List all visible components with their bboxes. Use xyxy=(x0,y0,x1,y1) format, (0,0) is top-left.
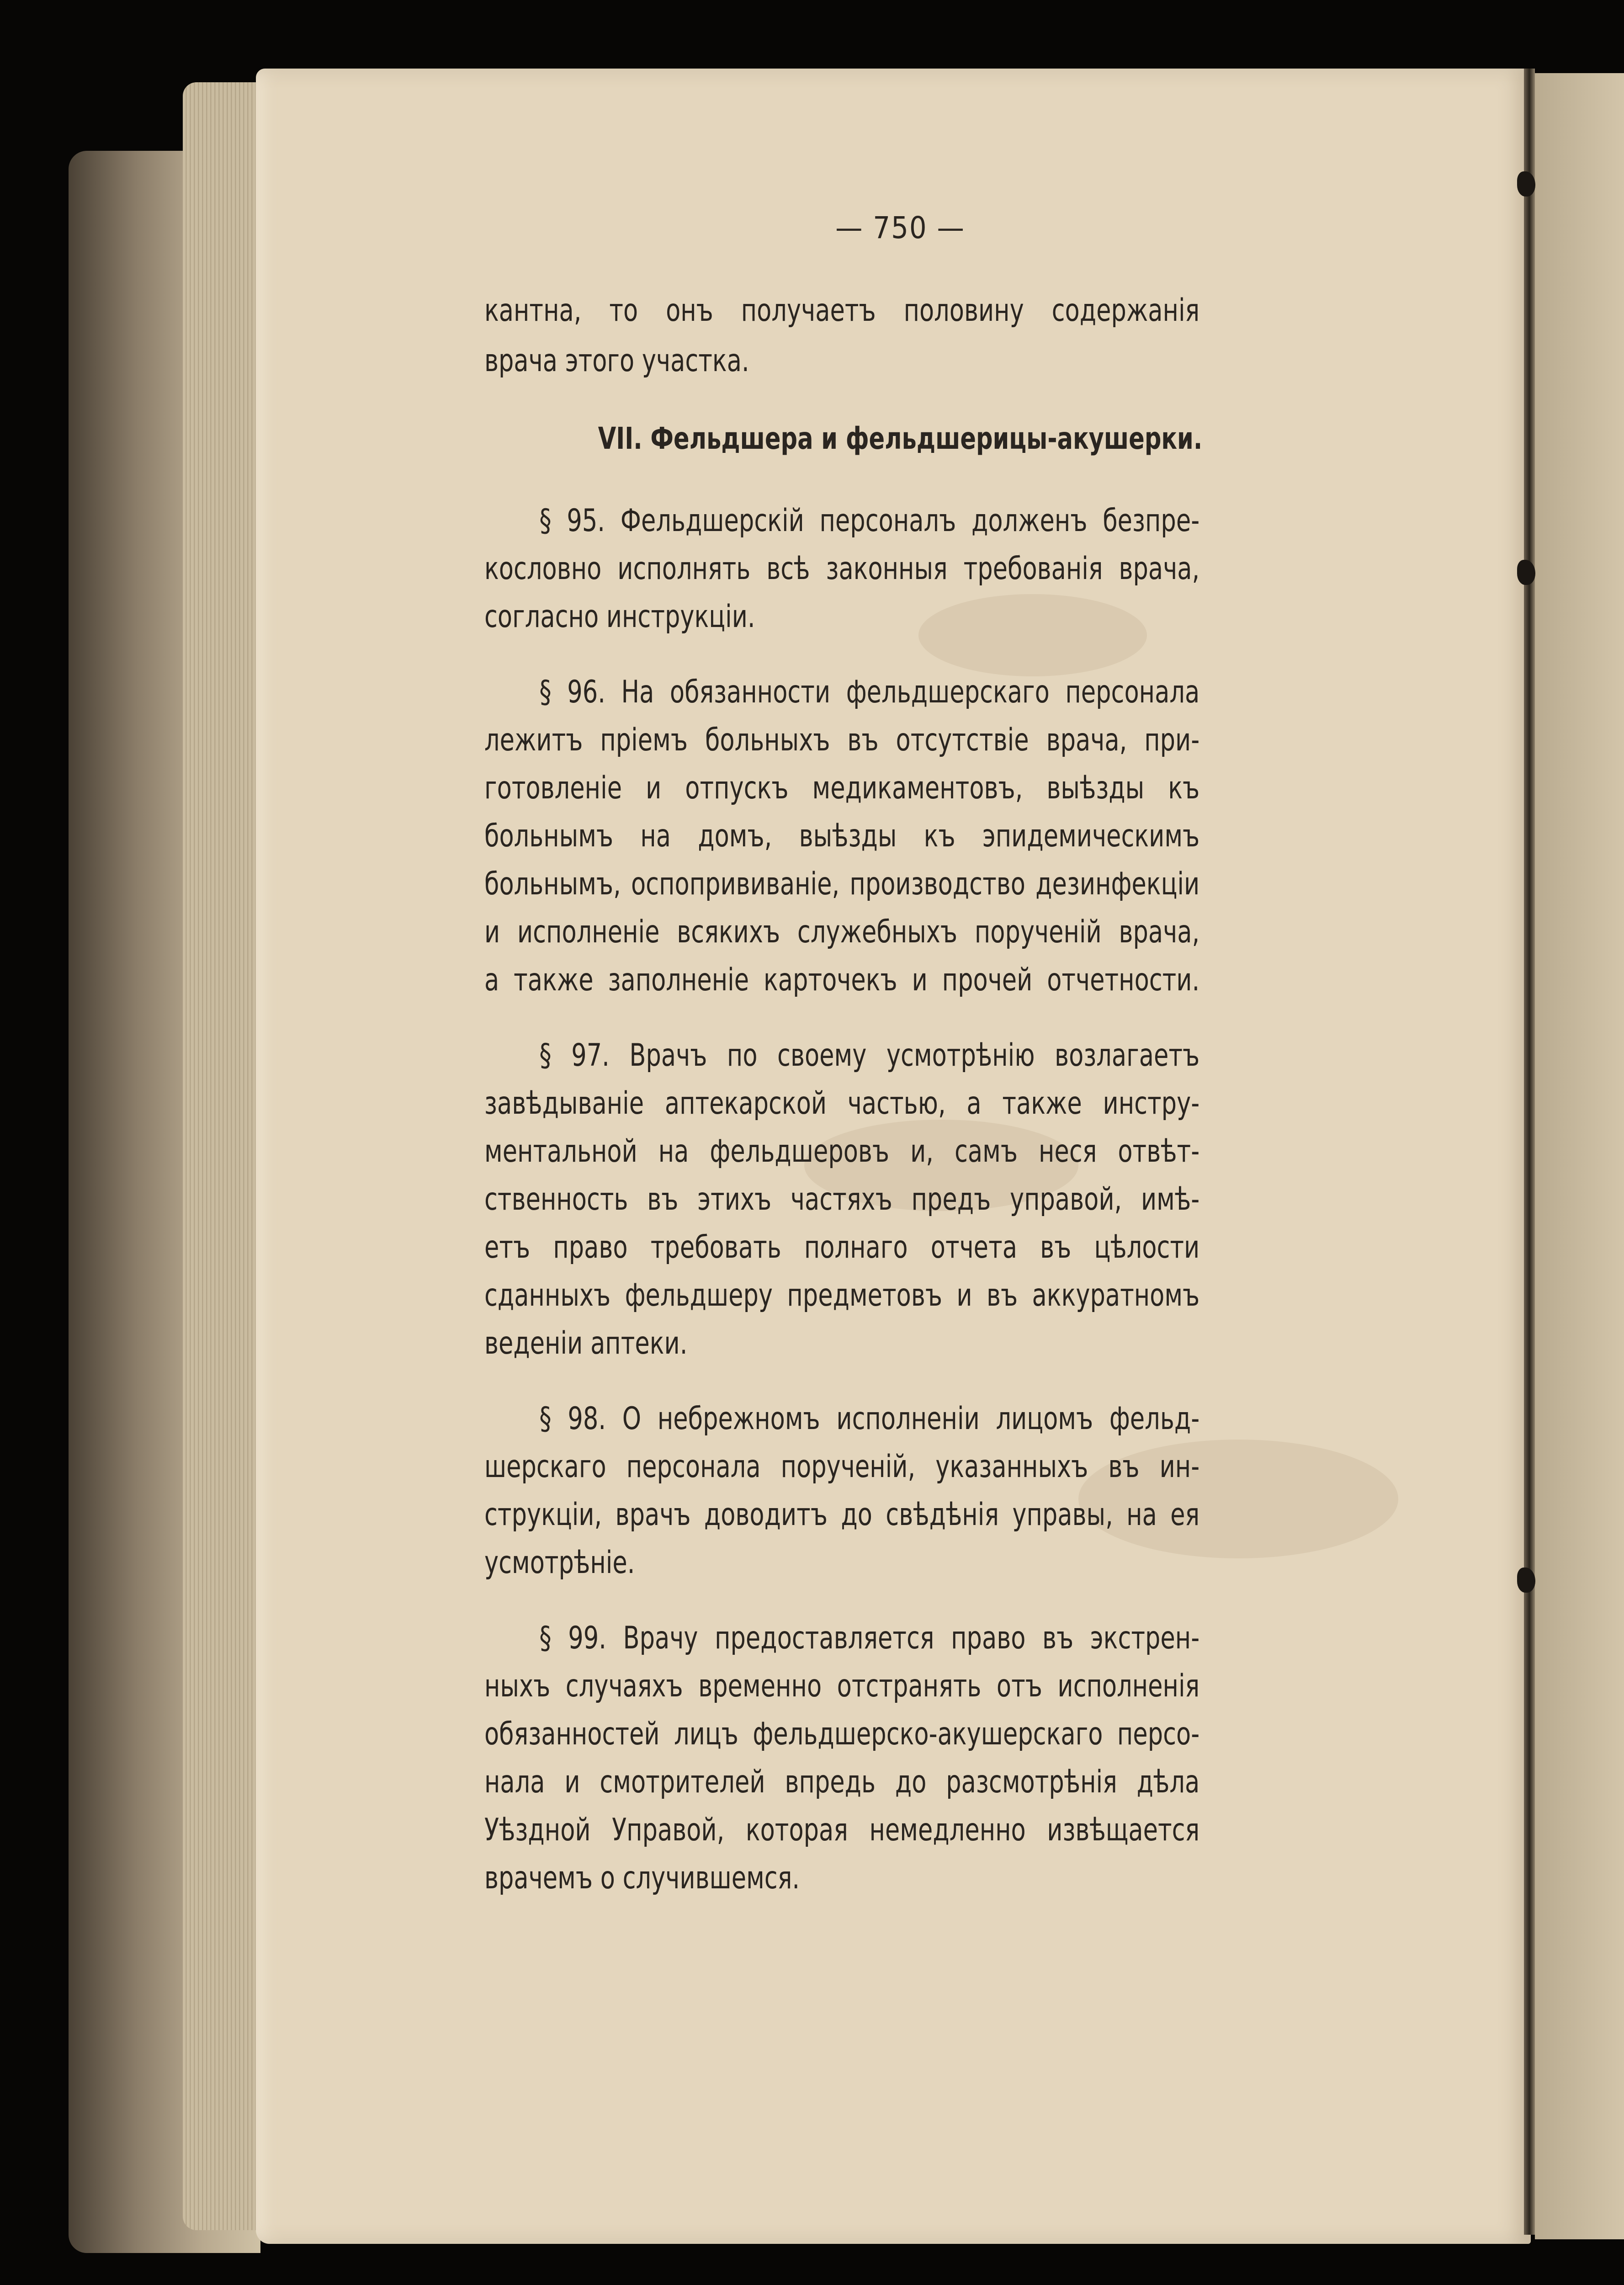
text-line: кантна, то онъ получаетъ половину содержанія xyxy=(484,292,1200,329)
paragraph-97-line: ственность въ этихъ частяхъ предъ управой, имѣ- xyxy=(484,1181,1200,1217)
paragraph-98-line: § 98. О небрежномъ исполненіи лицомъ фельд- xyxy=(539,1401,1200,1437)
page-gutter xyxy=(1524,69,1535,2235)
paragraph-96-line: больнымъ, оспопрививаніе, производство дезинфекціи xyxy=(484,866,1200,902)
paragraph-96-line: больнымъ на домъ, выѣзды къ эпидемическимъ xyxy=(484,818,1200,854)
paragraph-96-line: лежитъ пріемъ больныхъ въ отсутствіе врача, при- xyxy=(484,722,1200,758)
paragraph-98-line: струкціи, врачъ доводитъ до свѣдѣнія управы, на ея xyxy=(484,1497,1200,1533)
paragraph-97-line: етъ право требовать полнаго отчета въ цѣлости xyxy=(484,1229,1200,1265)
text-line: врача этого участка. xyxy=(484,343,749,379)
paragraph-96-line: а также заполненіе карточекъ и прочей отчетности. xyxy=(484,962,1200,998)
paragraph-99-line: ныхъ случаяхъ временно отстранять отъ исполненія xyxy=(484,1668,1200,1704)
paragraph-99-line: нала и смотрителей впредь до разсмотрѣнія дѣла xyxy=(484,1764,1200,1800)
paragraph-98-line: шерскаго персонала порученій, указанныхъ въ ин- xyxy=(484,1449,1200,1485)
paragraph-99-line: обязанностей лицъ фельдшерско-акушерскаго персо- xyxy=(484,1716,1200,1752)
paragraph-98-line: усмотрѣніе. xyxy=(484,1545,635,1581)
paragraph-95-line: согласно инструкціи. xyxy=(484,599,755,635)
paragraph-99-line: Уѣздной Управой, которая немедленно извѣщается xyxy=(484,1812,1200,1848)
paragraph-97-line: § 97. Врачъ по своему усмотрѣнію возлагаетъ xyxy=(539,1037,1200,1073)
section-title: VII. Фельдшера и фельдшерицы-акушерки. xyxy=(598,421,1203,456)
page-number: — 750 — xyxy=(835,210,965,245)
facing-page-edge xyxy=(1535,73,1624,2239)
paragraph-97-line: сданныхъ фельдшеру предметовъ и въ аккуратномъ xyxy=(484,1277,1200,1313)
paragraph-97-line: ментальной на фельдшеровъ и, самъ неся отвѣт- xyxy=(484,1133,1200,1169)
paragraph-95-line: § 95. Фельдшерскій персоналъ долженъ безпре- xyxy=(539,503,1200,539)
paragraph-97-line: веденіи аптеки. xyxy=(484,1325,688,1361)
paragraph-99-line: врачемъ о случившемся. xyxy=(484,1860,800,1896)
paragraph-96-line: и исполненіе всякихъ служебныхъ порученій врача, xyxy=(484,914,1200,950)
paragraph-96-line: § 96. На обязанности фельдшерскаго персонала xyxy=(539,674,1200,710)
paragraph-99-line: § 99. Врачу предоставляется право въ экстрен- xyxy=(539,1620,1200,1656)
paragraph-97-line: завѣдываніе аптекарской частью, а также инстру- xyxy=(484,1085,1200,1121)
paragraph-95-line: кословно исполнять всѣ законныя требованія врача, xyxy=(484,551,1200,587)
paragraph-96-line: готовленіе и отпускъ медикаментовъ, выѣзды къ xyxy=(484,770,1200,806)
